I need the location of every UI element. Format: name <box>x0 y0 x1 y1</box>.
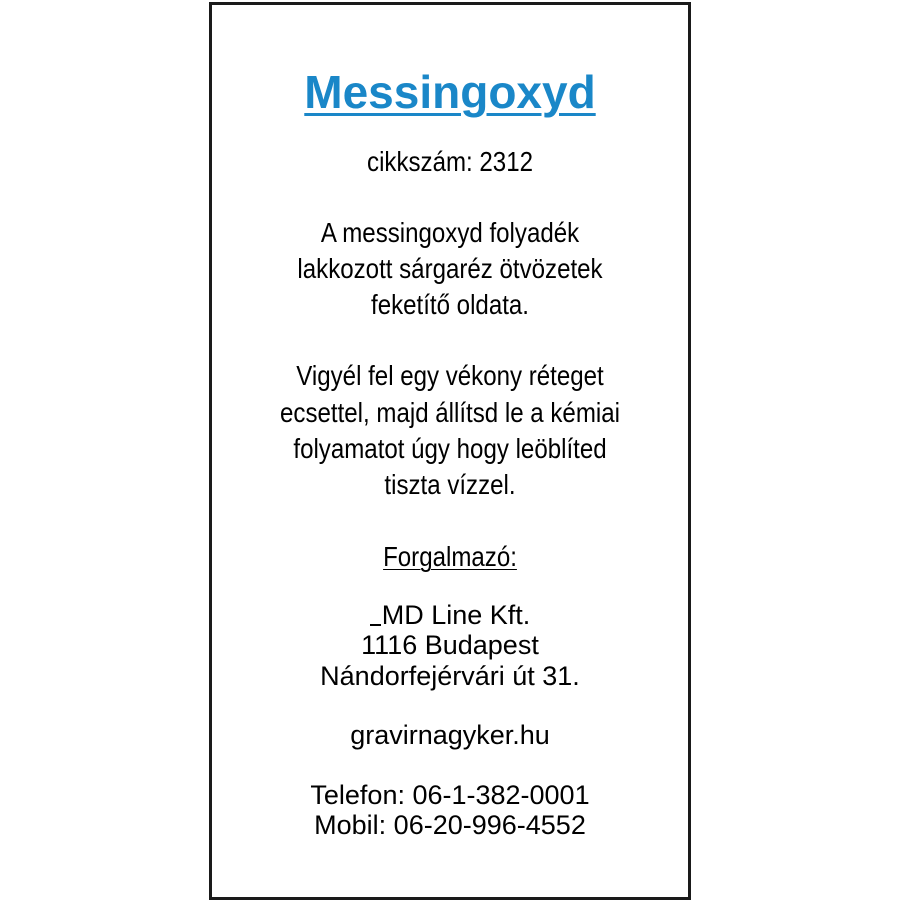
description-line-3: feketítő oldata. <box>371 289 529 320</box>
distributor-heading-text: Forgalmazó: <box>383 541 517 572</box>
phone: Telefon: 06-1-382-0001 <box>310 780 590 810</box>
product-title: Messingoxyd <box>304 66 596 118</box>
instruction-line-3: folyamatot úgy hogy leöblíted <box>293 433 607 464</box>
instruction-line-2: ecsettel, majd állítsd le a kémiai <box>280 397 620 428</box>
instruction-line-4: tiszta vízzel. <box>384 469 516 500</box>
city-line: 1116 Budapest <box>361 630 539 660</box>
company-line <box>212 602 688 629</box>
distributor-heading <box>245 543 654 571</box>
underscore-mark <box>370 624 381 626</box>
description-line-1: A messingoxyd folyadék <box>320 217 580 248</box>
description-line-2: lakkozott sárgaréz ötvözetek <box>297 253 603 284</box>
website: gravirnagyker.hu <box>350 720 550 750</box>
street-line: Nándorfejérvári út 31. <box>320 661 580 691</box>
company-name: MD Line Kft. <box>381 600 531 630</box>
item-number: cikkszám: 2312 <box>367 146 533 177</box>
product-label <box>209 2 691 900</box>
instruction-line-1: Vigyél fel egy vékony réteget <box>296 360 604 391</box>
mobile: Mobil: 06-20-996-4552 <box>314 810 586 840</box>
